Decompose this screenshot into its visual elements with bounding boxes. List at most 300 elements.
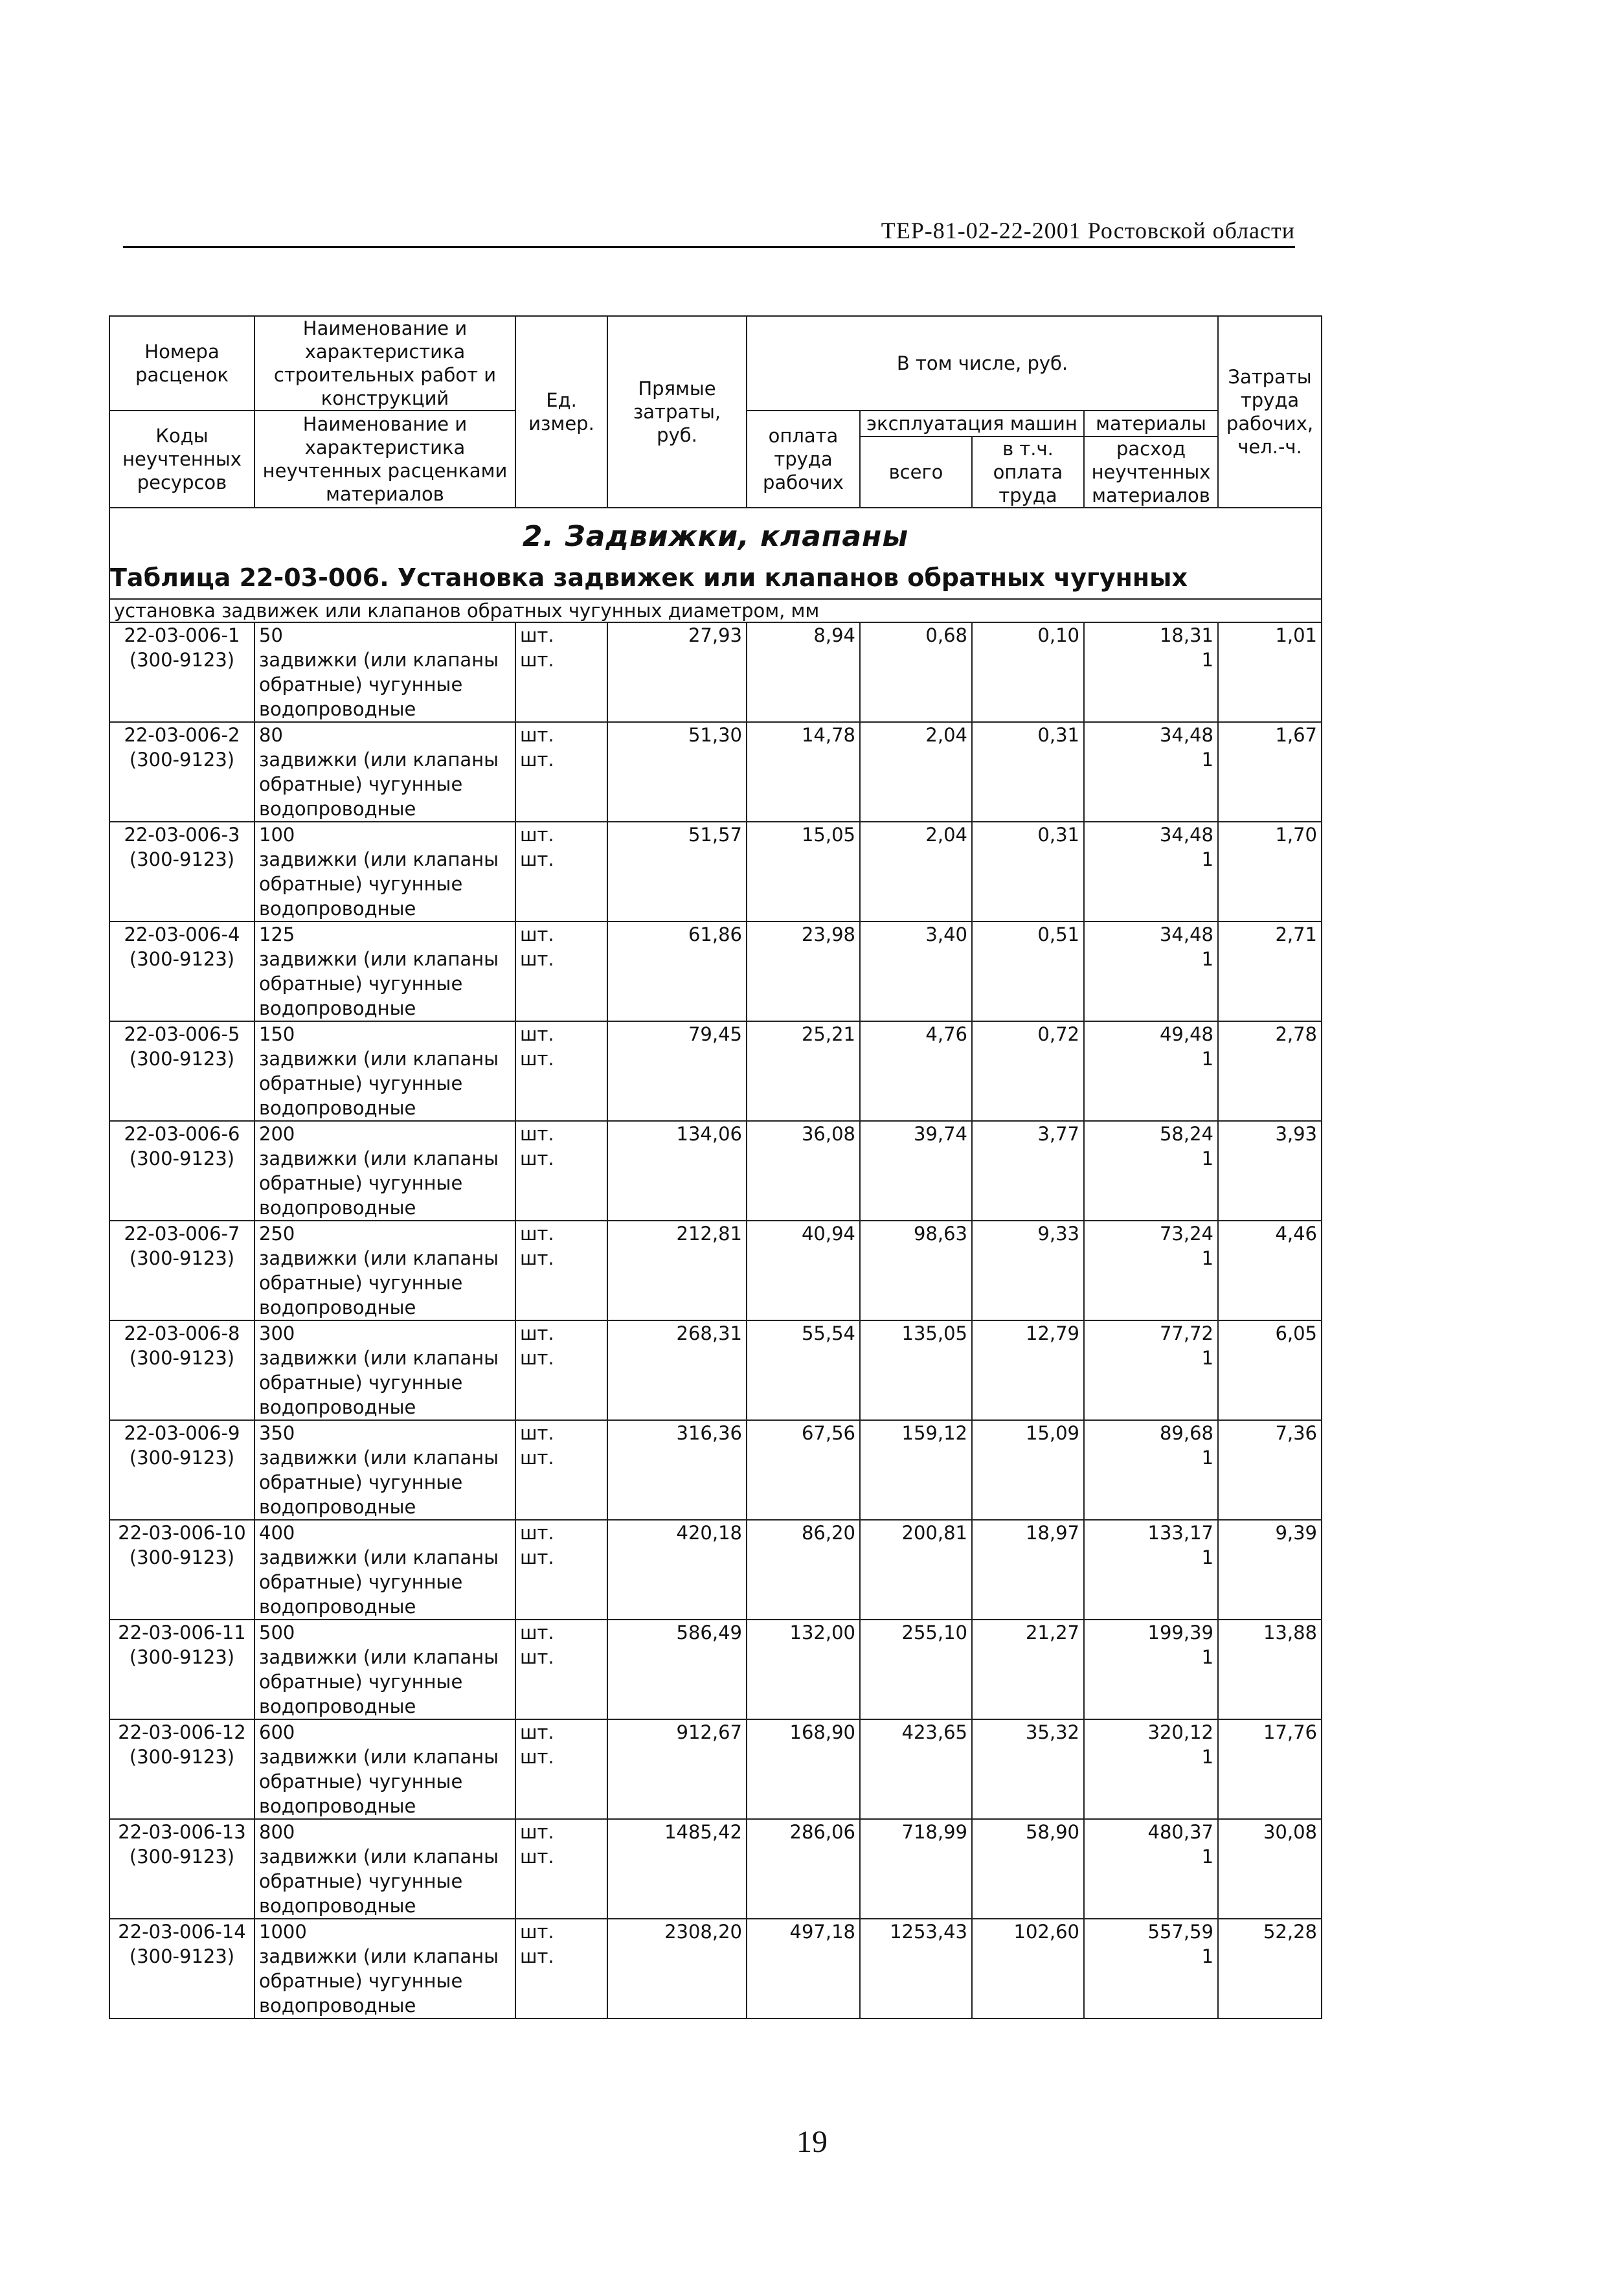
cell-material-value: задвижки (или клапаны обратные) чугунные водопроводные — [259, 749, 499, 820]
cell-mach_pay — [972, 1221, 1084, 1320]
col-machine-group: эксплуатация машин — [860, 411, 1084, 436]
cell-mach — [860, 722, 972, 822]
cell-material-value: задвижки (или клапаны обратные) чугунные водопроводные — [259, 948, 499, 1019]
cell-mach — [860, 622, 972, 722]
cell-labor-value: 30,08 — [1263, 1821, 1318, 1843]
cell-materials — [1084, 1620, 1218, 1719]
cell-size — [254, 1620, 515, 1719]
cell-unit — [515, 722, 607, 822]
cell-material-value: задвижки (или клапаны обратные) чугунные водопроводные — [259, 1447, 499, 1518]
cell-size-value: 300 — [259, 1322, 295, 1344]
cell-mach-value: 159,12 — [901, 1422, 967, 1444]
cell-unit2-value: шт. — [520, 1447, 554, 1469]
table-row — [109, 1121, 1322, 1221]
cell-labor — [1218, 922, 1322, 1021]
cell-size — [254, 1919, 515, 2018]
cell-code — [109, 822, 254, 922]
cell-code-value: 22-03-006-1 — [124, 624, 240, 646]
cell-resource-value: (300-9123) — [129, 1347, 235, 1369]
cell-code — [109, 1420, 254, 1520]
cell-mach-value: 0,68 — [925, 624, 967, 646]
table-row — [109, 1620, 1322, 1719]
cell-mach_pay-value: 3,77 — [1037, 1123, 1079, 1145]
cell-pay — [747, 1919, 860, 2018]
cell-direct — [607, 1620, 747, 1719]
cell-unit2-value: шт. — [520, 649, 554, 671]
cell-direct-value: 586,49 — [676, 1622, 742, 1644]
cell-materials-value: 77,72 — [1159, 1322, 1214, 1344]
group-title: установка задвижек или клапанов обратных чугунных диаметром, мм — [109, 599, 1322, 622]
cell-pay-value: 168,90 — [789, 1721, 855, 1743]
cell-code-value: 22-03-006-9 — [124, 1422, 240, 1444]
cell-labor-value: 13,88 — [1263, 1622, 1318, 1644]
cell-mach_pay-value: 0,72 — [1037, 1023, 1079, 1045]
cell-mach_pay — [972, 1719, 1084, 1819]
cell-pay-value: 14,78 — [801, 724, 855, 746]
cell-mach_pay — [972, 1021, 1084, 1121]
cell-unit-value: шт. — [520, 1023, 554, 1045]
cell-unit2-value: шт. — [520, 749, 554, 771]
cell-direct-value: 912,67 — [676, 1721, 742, 1743]
cell-code-value: 22-03-006-4 — [124, 923, 240, 945]
cell-direct-value: 2308,20 — [664, 1921, 742, 1943]
cell-unit — [515, 1819, 607, 1919]
cell-resource-value: (300-9123) — [129, 1646, 235, 1668]
cell-qty-value: 1 — [1201, 649, 1214, 671]
cell-size — [254, 922, 515, 1021]
cell-resource-value: (300-9123) — [129, 848, 235, 870]
cell-labor-value: 52,28 — [1263, 1921, 1318, 1943]
cell-mach-value: 98,63 — [913, 1223, 967, 1245]
cell-materials-value: 34,48 — [1159, 923, 1214, 945]
cell-mach_pay — [972, 1121, 1084, 1221]
table-row — [109, 922, 1322, 1021]
cell-mach — [860, 1520, 972, 1620]
cell-qty-value: 1 — [1201, 1447, 1214, 1469]
cell-pay-value: 8,94 — [813, 624, 855, 646]
cell-direct — [607, 1520, 747, 1620]
cell-direct-value: 212,81 — [676, 1223, 742, 1245]
cell-code — [109, 722, 254, 822]
cell-mach_pay-value: 102,60 — [1013, 1921, 1079, 1943]
cell-mach-value: 255,10 — [901, 1622, 967, 1644]
cell-mach_pay-value: 12,79 — [1025, 1322, 1079, 1344]
cell-unit-value: шт. — [520, 1921, 554, 1943]
cell-code-value: 22-03-006-3 — [124, 824, 240, 846]
cell-materials-value: 320,12 — [1147, 1721, 1214, 1743]
cell-pay — [747, 1719, 860, 1819]
cell-resource-value: (300-9123) — [129, 1546, 235, 1568]
cell-mach-value: 135,05 — [901, 1322, 967, 1344]
cell-size-value: 800 — [259, 1821, 295, 1843]
cell-labor-value: 6,05 — [1275, 1322, 1318, 1344]
cell-unit2-value: шт. — [520, 1546, 554, 1568]
cell-material-value: задвижки (или клапаны обратные) чугунные водопроводные — [259, 1945, 499, 2017]
cell-unit-value: шт. — [520, 824, 554, 846]
table-row — [109, 1819, 1322, 1919]
cell-material-value: задвижки (или клапаны обратные) чугунные водопроводные — [259, 649, 499, 720]
col-number-top: Номера расценок — [109, 316, 254, 411]
cell-unit — [515, 1021, 607, 1121]
cell-unit-value: шт. — [520, 624, 554, 646]
cell-labor — [1218, 1121, 1322, 1221]
header-rule — [123, 246, 1295, 248]
cell-qty-value: 1 — [1201, 1746, 1214, 1768]
cell-mach — [860, 1819, 972, 1919]
cell-materials — [1084, 1420, 1218, 1520]
cell-mach_pay — [972, 1819, 1084, 1919]
col-direct-costs: Прямые затраты, руб. — [607, 316, 747, 508]
cell-mach_pay — [972, 1420, 1084, 1520]
cell-code — [109, 1819, 254, 1919]
cell-resource-value: (300-9123) — [129, 1048, 235, 1070]
cell-pay-value: 497,18 — [789, 1921, 855, 1943]
cell-qty-value: 1 — [1201, 1846, 1214, 1868]
cell-unit — [515, 822, 607, 922]
cell-materials-value: 34,48 — [1159, 824, 1214, 846]
cell-code-value: 22-03-006-6 — [124, 1123, 240, 1145]
cell-size-value: 350 — [259, 1422, 295, 1444]
cell-code — [109, 1121, 254, 1221]
cell-size — [254, 1221, 515, 1320]
cell-materials-value: 557,59 — [1147, 1921, 1214, 1943]
rates-table — [109, 315, 1322, 2019]
cell-labor — [1218, 1620, 1322, 1719]
cell-mach_pay-value: 58,90 — [1025, 1821, 1079, 1843]
cell-labor-value: 1,70 — [1275, 824, 1318, 846]
cell-material-value: задвижки (или клапаны обратные) чугунные водопроводные — [259, 1546, 499, 1618]
cell-code — [109, 1520, 254, 1620]
cell-mach — [860, 1021, 972, 1121]
cell-size-value: 1000 — [259, 1921, 307, 1943]
cell-resource-value: (300-9123) — [129, 1447, 235, 1469]
cell-code — [109, 1021, 254, 1121]
cell-unit-value: шт. — [520, 1622, 554, 1644]
col-name-bottom: Наименование и характеристика неучтенных расценками материалов — [254, 411, 515, 508]
cell-qty-value: 1 — [1201, 1945, 1214, 1967]
cell-mach_pay-value: 0,31 — [1037, 824, 1079, 846]
cell-labor-value: 17,76 — [1263, 1721, 1318, 1743]
cell-size — [254, 622, 515, 722]
cell-unit-value: шт. — [520, 1821, 554, 1843]
cell-unit-value: шт. — [520, 1223, 554, 1245]
cell-mach_pay-value: 0,31 — [1037, 724, 1079, 746]
cell-mach_pay-value: 0,51 — [1037, 923, 1079, 945]
cell-mach — [860, 922, 972, 1021]
cell-labor — [1218, 1420, 1322, 1520]
cell-direct — [607, 1420, 747, 1520]
cell-pay — [747, 1819, 860, 1919]
cell-code-value: 22-03-006-7 — [124, 1223, 240, 1245]
cell-qty-value: 1 — [1201, 1347, 1214, 1369]
cell-resource-value: (300-9123) — [129, 1945, 235, 1967]
cell-mach-value: 2,04 — [925, 824, 967, 846]
cell-mach_pay — [972, 1620, 1084, 1719]
cell-direct — [607, 922, 747, 1021]
cell-direct-value: 420,18 — [676, 1522, 742, 1544]
cell-mach_pay-value: 0,10 — [1037, 624, 1079, 646]
cell-qty-value: 1 — [1201, 1148, 1214, 1170]
cell-direct-value: 51,30 — [688, 724, 742, 746]
cell-labor-value: 1,01 — [1275, 624, 1318, 646]
cell-unit2-value: шт. — [520, 1945, 554, 1967]
cell-materials-value: 199,39 — [1147, 1622, 1214, 1644]
cell-direct-value: 61,86 — [688, 923, 742, 945]
cell-mach — [860, 1919, 972, 2018]
cell-mach_pay — [972, 622, 1084, 722]
cell-mach-value: 3,40 — [925, 923, 967, 945]
cell-materials — [1084, 1221, 1218, 1320]
cell-code — [109, 922, 254, 1021]
cell-unit2-value: шт. — [520, 1646, 554, 1668]
cell-code-value: 22-03-006-14 — [118, 1921, 246, 1943]
table-row — [109, 1719, 1322, 1819]
cell-mach_pay-value: 18,97 — [1025, 1522, 1079, 1544]
cell-unit2-value: шт. — [520, 1247, 554, 1269]
cell-mach_pay — [972, 1520, 1084, 1620]
cell-direct — [607, 1819, 747, 1919]
cell-pay-value: 86,20 — [801, 1522, 855, 1544]
cell-direct-value: 79,45 — [688, 1023, 742, 1045]
page-number: 19 — [796, 2125, 828, 2159]
document-header: ТЕР-81-02-22-2001 Ростовской области — [881, 218, 1295, 243]
table-row — [109, 722, 1322, 822]
cell-mach-value: 2,04 — [925, 724, 967, 746]
cell-pay — [747, 822, 860, 922]
cell-labor — [1218, 1221, 1322, 1320]
cell-unit2-value: шт. — [520, 1746, 554, 1768]
cell-qty-value: 1 — [1201, 1546, 1214, 1568]
cell-code — [109, 1919, 254, 2018]
cell-mach-value: 1253,43 — [890, 1921, 967, 1943]
cell-size-value: 100 — [259, 824, 295, 846]
cell-size-value: 400 — [259, 1522, 295, 1544]
cell-mach-value: 39,74 — [913, 1123, 967, 1145]
cell-labor-value: 9,39 — [1275, 1522, 1318, 1544]
cell-unit-value: шт. — [520, 1522, 554, 1544]
cell-resource-value: (300-9123) — [129, 1846, 235, 1868]
cell-material-value: задвижки (или клапаны обратные) чугунные водопроводные — [259, 1347, 499, 1418]
cell-pay-value: 23,98 — [801, 923, 855, 945]
cell-qty-value: 1 — [1201, 948, 1214, 970]
cell-unit — [515, 1520, 607, 1620]
cell-labor — [1218, 1819, 1322, 1919]
cell-mach_pay-value: 9,33 — [1037, 1223, 1079, 1245]
cell-materials — [1084, 1121, 1218, 1221]
cell-labor — [1218, 1520, 1322, 1620]
cell-direct-value: 51,57 — [688, 824, 742, 846]
cell-resource-value: (300-9123) — [129, 1148, 235, 1170]
cell-resource-value: (300-9123) — [129, 948, 235, 970]
cell-materials — [1084, 1719, 1218, 1819]
cell-resource-value: (300-9123) — [129, 649, 235, 671]
cell-direct-value: 134,06 — [676, 1123, 742, 1145]
cell-labor-value: 7,36 — [1275, 1422, 1318, 1444]
cell-unit — [515, 1121, 607, 1221]
cell-labor — [1218, 1021, 1322, 1121]
col-unit: Ед. измер. — [515, 316, 607, 508]
cell-code — [109, 1221, 254, 1320]
cell-size — [254, 1320, 515, 1420]
cell-pay-value: 132,00 — [789, 1622, 855, 1644]
cell-unit-value: шт. — [520, 1123, 554, 1145]
cell-materials — [1084, 1320, 1218, 1420]
cell-unit-value: шт. — [520, 923, 554, 945]
cell-pay — [747, 1520, 860, 1620]
cell-size — [254, 1719, 515, 1819]
cell-labor — [1218, 1320, 1322, 1420]
cell-material-value: задвижки (или клапаны обратные) чугунные водопроводные — [259, 1846, 499, 1917]
cell-size — [254, 1520, 515, 1620]
col-machine-pay: в т.ч. оплата труда — [972, 436, 1084, 508]
cell-labor-value: 2,71 — [1275, 923, 1318, 945]
cell-mach-value: 423,65 — [901, 1721, 967, 1743]
col-including-group: В том числе, руб. — [747, 316, 1218, 411]
cell-materials — [1084, 1021, 1218, 1121]
cell-direct-value: 27,93 — [688, 624, 742, 646]
cell-size-value: 600 — [259, 1721, 295, 1743]
cell-material-value: задвижки (или клапаны обратные) чугунные водопроводные — [259, 1746, 499, 1817]
cell-size — [254, 1121, 515, 1221]
cell-mach — [860, 1420, 972, 1520]
cell-resource-value: (300-9123) — [129, 749, 235, 771]
cell-mach_pay — [972, 1320, 1084, 1420]
cell-materials — [1084, 622, 1218, 722]
cell-resource-value: (300-9123) — [129, 1746, 235, 1768]
cell-labor — [1218, 822, 1322, 922]
cell-materials — [1084, 722, 1218, 822]
cell-pay-value: 67,56 — [801, 1422, 855, 1444]
cell-direct — [607, 1021, 747, 1121]
cell-pay-value: 15,05 — [801, 824, 855, 846]
cell-direct-value: 316,36 — [676, 1422, 742, 1444]
cell-direct — [607, 622, 747, 722]
cell-mach_pay — [972, 1919, 1084, 2018]
cell-unit2-value: шт. — [520, 1148, 554, 1170]
cell-materials — [1084, 1919, 1218, 2018]
cell-materials — [1084, 922, 1218, 1021]
cell-labor-value: 1,67 — [1275, 724, 1318, 746]
cell-unit — [515, 1420, 607, 1520]
cell-materials — [1084, 1819, 1218, 1919]
cell-materials-value: 73,24 — [1159, 1223, 1214, 1245]
cell-labor-value: 4,46 — [1275, 1223, 1318, 1245]
cell-pay — [747, 922, 860, 1021]
cell-unit-value: шт. — [520, 1721, 554, 1743]
cell-mach — [860, 1320, 972, 1420]
cell-material-value: задвижки (или клапаны обратные) чугунные водопроводные — [259, 1646, 499, 1717]
col-number-bottom: Коды неучтенных ресурсов — [109, 411, 254, 508]
cell-pay-value: 40,94 — [801, 1223, 855, 1245]
cell-materials-value: 58,24 — [1159, 1123, 1214, 1145]
cell-materials-value: 49,48 — [1159, 1023, 1214, 1045]
cell-unit-value: шт. — [520, 724, 554, 746]
cell-size-value: 80 — [259, 724, 283, 746]
table-row — [109, 1520, 1322, 1620]
cell-materials — [1084, 822, 1218, 922]
col-materials-group: материалы — [1084, 411, 1218, 436]
table-row — [109, 1320, 1322, 1420]
cell-size-value: 150 — [259, 1023, 295, 1045]
cell-code — [109, 622, 254, 722]
cell-pay-value: 36,08 — [801, 1123, 855, 1145]
cell-size — [254, 1021, 515, 1121]
cell-direct-value: 1485,42 — [664, 1821, 742, 1843]
cell-unit — [515, 922, 607, 1021]
cell-labor — [1218, 1919, 1322, 2018]
cell-labor-value: 2,78 — [1275, 1023, 1318, 1045]
cell-code-value: 22-03-006-10 — [118, 1522, 246, 1544]
cell-material-value: задвижки (или клапаны обратные) чугунные водопроводные — [259, 1148, 499, 1219]
col-name-top: Наименование и характеристика строительных работ и конструкций — [254, 316, 515, 411]
col-materials-usage: расход неучтенных материалов — [1084, 436, 1218, 508]
cell-mach — [860, 822, 972, 922]
cell-pay — [747, 1121, 860, 1221]
cell-pay — [747, 1320, 860, 1420]
cell-code-value: 22-03-006-11 — [118, 1622, 246, 1644]
col-worker-pay: оплата труда рабочих — [747, 411, 860, 508]
cell-unit2-value: шт. — [520, 1846, 554, 1868]
cell-pay-value: 25,21 — [801, 1023, 855, 1045]
cell-direct — [607, 1719, 747, 1819]
cell-qty-value: 1 — [1201, 1048, 1214, 1070]
cell-code-value: 22-03-006-5 — [124, 1023, 240, 1045]
cell-labor — [1218, 622, 1322, 722]
cell-labor — [1218, 722, 1322, 822]
cell-labor — [1218, 1719, 1322, 1819]
cell-materials-value: 89,68 — [1159, 1422, 1214, 1444]
cell-mach — [860, 1620, 972, 1719]
cell-code — [109, 1719, 254, 1819]
cell-unit — [515, 1620, 607, 1719]
cell-size-value: 200 — [259, 1123, 295, 1145]
section-heading-cell — [109, 508, 1322, 599]
cell-materials-value: 18,31 — [1159, 624, 1214, 646]
cell-material-value: задвижки (или клапаны обратные) чугунные водопроводные — [259, 1048, 499, 1119]
cell-mach_pay-value: 21,27 — [1025, 1622, 1079, 1644]
cell-qty-value: 1 — [1201, 749, 1214, 771]
cell-pay — [747, 1620, 860, 1719]
cell-size — [254, 722, 515, 822]
cell-qty-value: 1 — [1201, 1646, 1214, 1668]
cell-direct-value: 268,31 — [676, 1322, 742, 1344]
cell-mach — [860, 1719, 972, 1819]
cell-materials-value: 133,17 — [1147, 1522, 1214, 1544]
cell-unit-value: шт. — [520, 1422, 554, 1444]
cell-unit2-value: шт. — [520, 1347, 554, 1369]
cell-qty-value: 1 — [1201, 848, 1214, 870]
cell-mach_pay-value: 35,32 — [1025, 1721, 1079, 1743]
table-row — [109, 1021, 1322, 1121]
col-machine-total: всего — [860, 436, 972, 508]
cell-code — [109, 1620, 254, 1719]
cell-materials-value: 480,37 — [1147, 1821, 1214, 1843]
cell-pay — [747, 622, 860, 722]
cell-code-value: 22-03-006-13 — [118, 1821, 246, 1843]
table-row — [109, 622, 1322, 722]
cell-direct — [607, 1221, 747, 1320]
cell-pay-value: 286,06 — [789, 1821, 855, 1843]
cell-pay-value: 55,54 — [801, 1322, 855, 1344]
cell-mach-value: 718,99 — [901, 1821, 967, 1843]
cell-mach_pay — [972, 822, 1084, 922]
cell-direct — [607, 1320, 747, 1420]
cell-resource-value: (300-9123) — [129, 1247, 235, 1269]
cell-code-value: 22-03-006-8 — [124, 1322, 240, 1344]
cell-material-value: задвижки (или клапаны обратные) чугунные водопроводные — [259, 1247, 499, 1318]
cell-size-value: 125 — [259, 923, 295, 945]
cell-material-value: задвижки (или клапаны обратные) чугунные водопроводные — [259, 848, 499, 920]
